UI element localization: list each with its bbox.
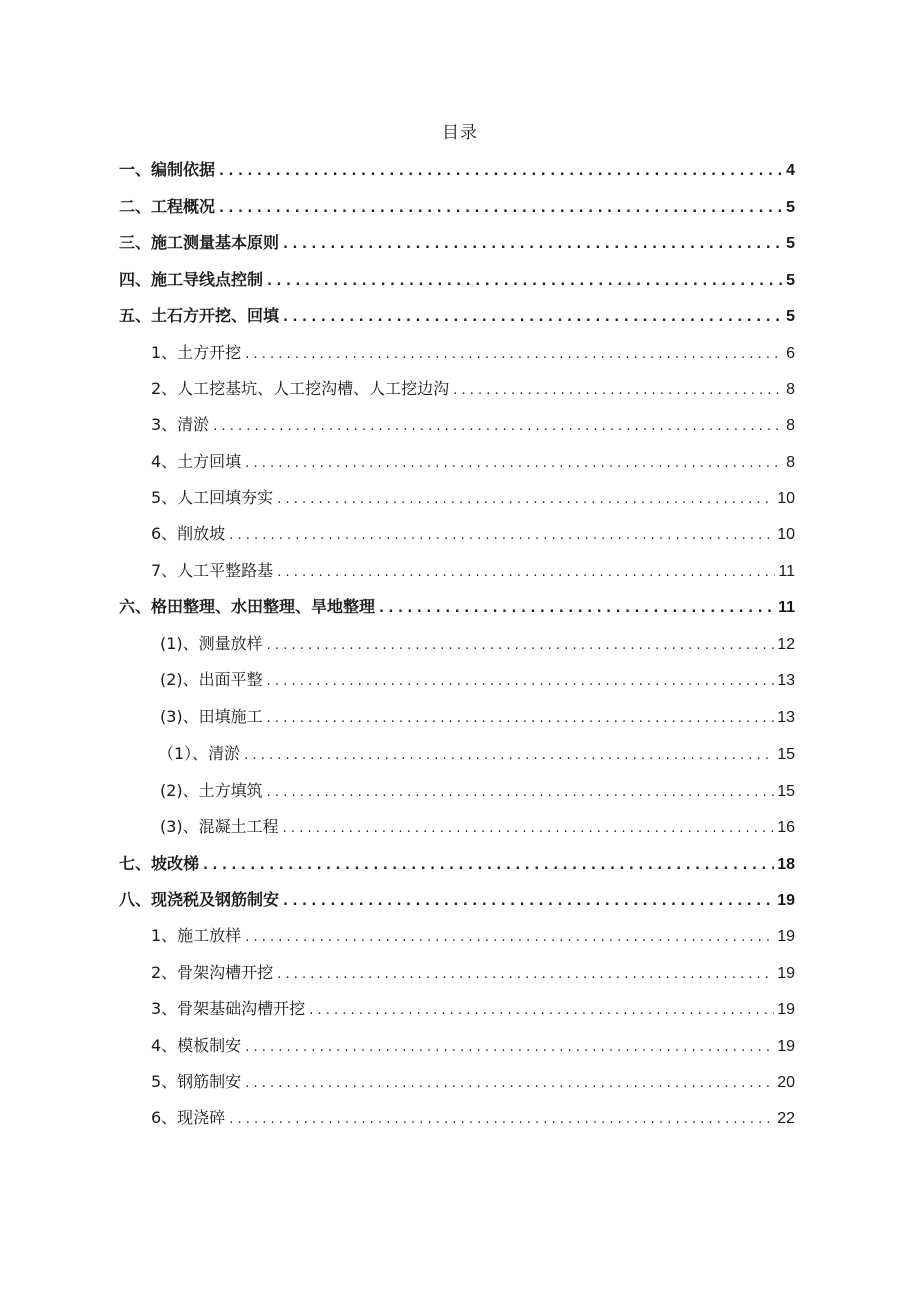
toc-entry-title: 4、土方回填	[151, 452, 242, 471]
toc-entry-title: 二、工程概况	[119, 197, 216, 216]
toc-entry[interactable]	[119, 595, 795, 619]
toc-leader-dots	[245, 926, 774, 950]
toc-page-number: 13	[777, 709, 795, 726]
toc-entry[interactable]	[151, 1034, 795, 1058]
toc-leader-dots	[277, 963, 774, 987]
toc-page-number: 10	[777, 490, 795, 507]
toc-entry-title: 7、人工平整路基	[151, 561, 274, 580]
toc-leader-dots	[379, 597, 775, 621]
toc-page-number: 19	[777, 1038, 795, 1055]
toc-entry-title: 6、削放坡	[151, 524, 226, 543]
toc-leader-dots	[277, 561, 775, 585]
toc-entry[interactable]	[151, 1070, 795, 1094]
toc-leader-dots	[267, 670, 775, 694]
toc-leader-dots	[283, 890, 774, 914]
toc-entry[interactable]	[151, 450, 795, 474]
toc-entry[interactable]	[151, 1106, 795, 1130]
toc-page-number: 8	[786, 381, 795, 398]
toc-leader-dots	[277, 488, 774, 512]
toc-leader-dots	[283, 306, 783, 330]
toc-leader-dots	[453, 379, 783, 403]
toc-leader-dots	[213, 415, 783, 439]
toc-leader-dots	[245, 452, 783, 476]
toc-page-number: 4	[786, 162, 795, 179]
toc-page-number: 20	[777, 1074, 795, 1091]
toc-leader-dots	[245, 1036, 774, 1060]
toc-page-number: 5	[786, 308, 795, 325]
toc-entry[interactable]	[158, 742, 795, 766]
toc-entry[interactable]	[119, 158, 795, 182]
toc-entry[interactable]	[119, 231, 795, 255]
toc-leader-dots	[267, 634, 775, 658]
toc-page-number: 19	[777, 965, 795, 982]
toc-entry[interactable]	[151, 377, 795, 401]
toc-entry-title: （1）、清淤	[158, 744, 241, 763]
toc-entry-title: 6、现浇碎	[151, 1108, 226, 1127]
toc-page-number: 19	[777, 928, 795, 945]
toc-entry-title: (3)、混凝土工程	[160, 817, 279, 836]
toc-entry-title: 五、土石方开挖、回填	[119, 306, 280, 325]
toc-entry[interactable]	[151, 997, 795, 1021]
toc-page-number: 5	[786, 272, 795, 289]
toc-page-number: 18	[777, 856, 795, 873]
toc-leader-dots	[283, 233, 783, 257]
toc-entry-title: 2、骨架沟槽开挖	[151, 963, 274, 982]
toc-entry[interactable]	[119, 888, 795, 912]
toc-leader-dots	[219, 160, 783, 184]
toc-entry-title: 六、格田整理、水田整理、旱地整理	[119, 597, 376, 616]
toc-entry[interactable]	[160, 632, 795, 656]
toc-entry[interactable]	[160, 815, 795, 839]
toc-page-number: 19	[777, 1001, 795, 1018]
toc-leader-dots	[203, 854, 774, 878]
page-title: 目录	[442, 123, 478, 143]
toc-page-number: 13	[777, 672, 795, 689]
toc-leader-dots	[267, 781, 775, 805]
toc-page-number: 6	[786, 345, 795, 362]
toc-entry[interactable]	[160, 705, 795, 729]
toc-entry[interactable]	[160, 779, 795, 803]
toc-leader-dots	[267, 707, 775, 731]
toc-leader-dots	[245, 1072, 774, 1096]
toc-entry-title: 八、现浇税及钢筋制安	[119, 890, 280, 909]
toc-entry[interactable]	[119, 304, 795, 328]
toc-page-number: 19	[777, 892, 795, 909]
toc-entry-title: (3)、田填施工	[160, 707, 263, 726]
toc-leader-dots	[219, 197, 783, 221]
toc-leader-dots	[229, 524, 774, 548]
toc-entry[interactable]	[160, 668, 795, 692]
toc-page-number: 15	[777, 746, 795, 763]
toc-page-number: 11	[778, 563, 795, 580]
toc-leader-dots	[267, 270, 783, 294]
toc-leader-dots	[245, 343, 783, 367]
toc-entry-title: (2)、土方填筑	[160, 781, 263, 800]
toc-entry[interactable]	[151, 961, 795, 985]
toc-entry-title: (1)、测量放样	[160, 634, 263, 653]
toc-page-number: 5	[786, 235, 795, 252]
toc-entry[interactable]	[119, 852, 795, 876]
toc-leader-dots	[283, 817, 775, 841]
toc-page-number: 22	[777, 1110, 795, 1127]
toc-entry-title: 七、坡改梯	[119, 854, 200, 873]
toc-leader-dots	[244, 744, 774, 768]
toc-entry[interactable]	[151, 522, 795, 546]
toc-page-number: 11	[778, 599, 795, 616]
toc-page-number: 12	[777, 636, 795, 653]
toc-entry-title: 2、人工挖基坑、人工挖沟槽、人工挖边沟	[151, 379, 450, 398]
toc-entry-title: 1、施工放样	[151, 926, 242, 945]
toc-entry-title: 5、人工回填夯实	[151, 488, 274, 507]
toc-entry-title: (2)、出面平整	[160, 670, 263, 689]
toc-entry[interactable]	[119, 195, 795, 219]
toc-entry-title: 3、清淤	[151, 415, 210, 434]
toc-entry[interactable]	[151, 341, 795, 365]
toc-entry[interactable]	[119, 268, 795, 292]
toc-leader-dots	[309, 999, 774, 1023]
toc-entry-title: 3、骨架基础沟槽开挖	[151, 999, 306, 1018]
toc-entry[interactable]	[151, 559, 795, 583]
toc-entry-title: 5、钢筋制安	[151, 1072, 242, 1091]
toc-entry-title: 4、模板制安	[151, 1036, 242, 1055]
toc-entry-title: 1、土方开挖	[151, 343, 242, 362]
toc-page-number: 15	[777, 783, 795, 800]
toc-leader-dots	[229, 1108, 774, 1132]
toc-page-number: 16	[777, 819, 795, 836]
toc-entry[interactable]	[151, 924, 795, 948]
toc-entry[interactable]	[151, 413, 795, 437]
toc-entry-title: 一、编制依据	[119, 160, 216, 179]
toc-page-number: 10	[777, 526, 795, 543]
toc-page-number: 5	[786, 199, 795, 216]
toc-entry[interactable]	[151, 486, 795, 510]
toc-page-number: 8	[786, 417, 795, 434]
toc-entry-title: 三、施工测量基本原则	[119, 233, 280, 252]
toc-entry-title: 四、施工导线点控制	[119, 270, 264, 289]
toc-page-number: 8	[786, 454, 795, 471]
